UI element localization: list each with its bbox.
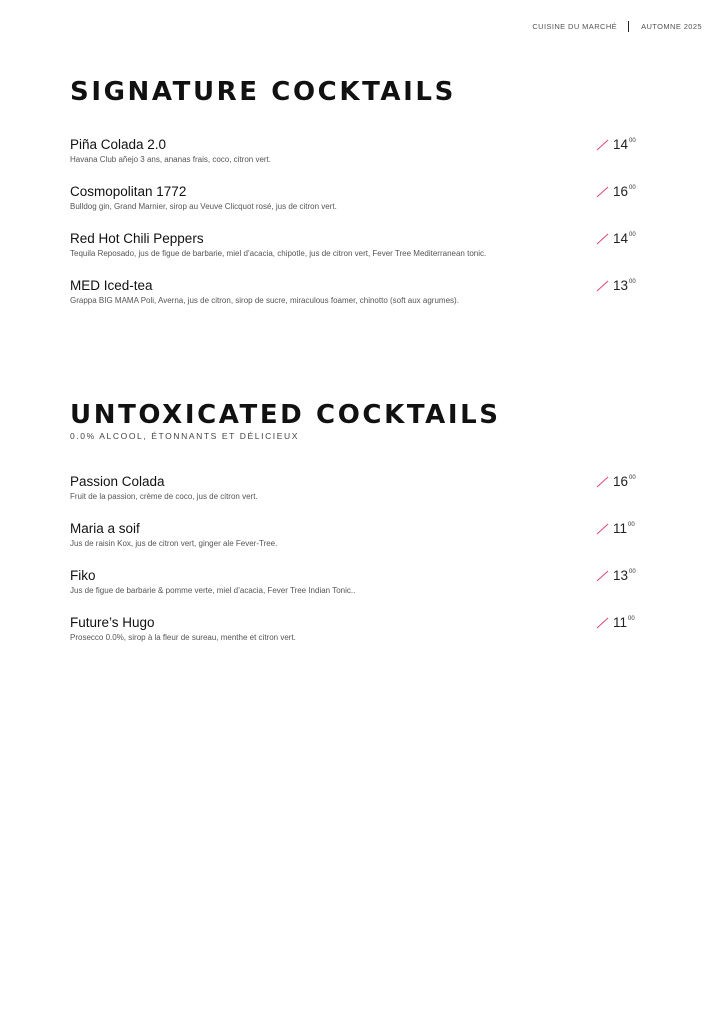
slash-icon [596,280,609,292]
header-left-label: CUISINE DU MARCHÉ [532,22,618,31]
slash-icon [596,617,609,629]
section-subtitle: 0.0% ALCOOL, ÉTONNANTS ET DÉLICIEUX [70,431,300,441]
price-cents: 00 [629,569,636,575]
item-price [596,521,635,537]
price-amount: 14 [613,231,629,246]
item-name: Maria a soif [70,521,140,536]
item-price [596,137,636,153]
slash-icon [596,523,609,535]
item-description: Prosecco 0.0%, sirop à la fleur de sureau, menthe et citron vert. [70,633,296,642]
price-cents: 00 [629,475,636,481]
slash-icon [596,233,609,245]
menu-item [70,615,640,662]
item-name: MED Iced-tea [70,278,153,293]
slash-icon [596,570,609,582]
item-name: Future’s Hugo [70,615,155,630]
item-price [596,615,635,631]
item-price [596,278,636,294]
page-header [532,21,702,32]
item-description: Grappa BIG MAMA Poli, Averna, jus de citron, sirop de sucre, miraculous foamer, chinotto (soft aux agrumes). [70,296,459,305]
price-cents: 00 [629,279,636,285]
item-name: Fiko [70,568,96,583]
menu-item [70,231,640,278]
header-right-label: AUTOMNE 2025 [641,22,702,31]
menu-item [70,184,640,231]
price-cents: 00 [629,232,636,238]
item-description: Havana Club añejo 3 ans, ananas frais, coco, citron vert. [70,155,271,164]
menu-item [70,474,640,521]
price-amount: 13 [613,278,629,293]
item-description: Fruit de la passion, crème de coco, jus de citron vert. [70,492,258,501]
item-price [596,474,636,490]
item-description: Jus de figue de barbarie & pomme verte, miel d’acacia, Fever Tree Indian Tonic.. [70,586,356,595]
slash-icon [596,186,609,198]
header-divider [628,21,629,32]
slash-icon [596,139,609,151]
price-cents: 00 [629,138,636,144]
item-price [596,184,636,200]
item-price [596,568,636,584]
price-amount: 14 [613,137,629,152]
item-name: Cosmopolitan 1772 [70,184,187,199]
price-cents: 00 [628,522,635,528]
section-signature-cocktails [70,77,640,325]
section-title: SIGNATURE COCKTAILS [70,77,456,107]
menu-item [70,137,640,184]
item-description: Jus de raisin Kox, jus de citron vert, ginger ale Fever-Tree. [70,539,278,548]
slash-icon [596,476,609,488]
section-untoxicated-cocktails [70,400,640,662]
item-name: Passion Colada [70,474,165,489]
price-amount: 16 [613,474,629,489]
price-cents: 00 [628,616,635,622]
menu-item [70,278,640,325]
price-amount: 11 [613,521,628,536]
item-description: Tequila Reposado, jus de figue de barbarie, miel d’acacia, chipotle, jus de citron vert, Fever Tree Mediterranean tonic. [70,249,487,258]
item-name: Piña Colada 2.0 [70,137,167,152]
price-amount: 16 [613,184,629,199]
item-price [596,231,636,247]
item-name: Red Hot Chili Peppers [70,231,204,246]
price-amount: 11 [613,615,628,630]
price-amount: 13 [613,568,629,583]
menu-item [70,521,640,568]
menu-item [70,568,640,615]
price-cents: 00 [629,185,636,191]
section-title: UNTOXICATED COCKTAILS [70,400,501,430]
item-description: Bulldog gin, Grand Marnier, sirop au Veuve Clicquot rosé, jus de citron vert. [70,202,337,211]
